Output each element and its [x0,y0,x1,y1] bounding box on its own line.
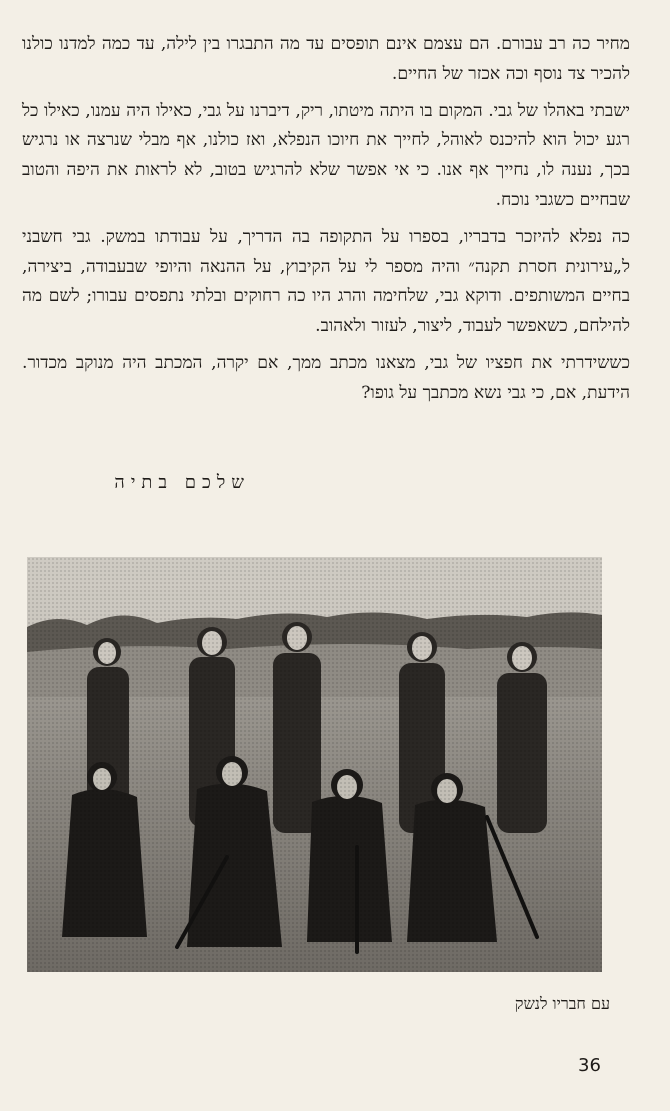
paragraph-2: ישבתי באהלו של גבי. המקום בו היתה מיטתו, ריק, דיברנו על גבי, כאילו היה עמנו, כאילו כל רגע יכול הוא להיכנס לאוהל, לחייך את חיוכו הנפלא, ואז כולנו, אף מבלי שנרצה או נרגיש בכך, נענה לו, נחייך אף אנו. כי אי אפשר שלא להרגיש בטוב, לא לראות את היפה והטוב שבחיים כשגבי נוכח. [22,100,630,210]
group-photo-illustration [27,557,602,972]
photo-caption: עם חבריו לנשק [514,994,610,1013]
group-photo [27,557,602,972]
paragraph-3: כה נפלא להיזכר בדבריו, בספרו על התקופה בה הדריך, על עבודתו במשק. גבי חשבני ל„עירונית חסרת תקנה״ והיה מספר לי על הקיבוץ, על ההנאה והיופי שבעבודה, ביצירה, בחיים המשותפים. ודוקא גבי, שלחימה והרג היו כה רחוקים ובלתי נתפסים עבורו; לשם מה להילחם, כשאפשר לעבוד, ליצור, לעזור ולאהוב. [22,226,630,337]
paragraph-4: כששידרתי את חפציו של גבי, מצאנו מכתב ממך, אם יקרה, המכתב היה מנוקב מכדור. הידעת, אם, כי גבי נשא מכתבך על גופו? [22,352,630,403]
paragraph-1: מחיר כה רב עבורם. הם עצמם אינם תופסים עד מה התבגרו בין לילה, עד כמה למדנו כולנו להכיר צד נוסף וכה אכזר של החיים. [22,34,630,84]
signature: שלכם בתיה [114,472,250,493]
page-number: 36 [578,1055,601,1076]
body-text [22,30,630,409]
